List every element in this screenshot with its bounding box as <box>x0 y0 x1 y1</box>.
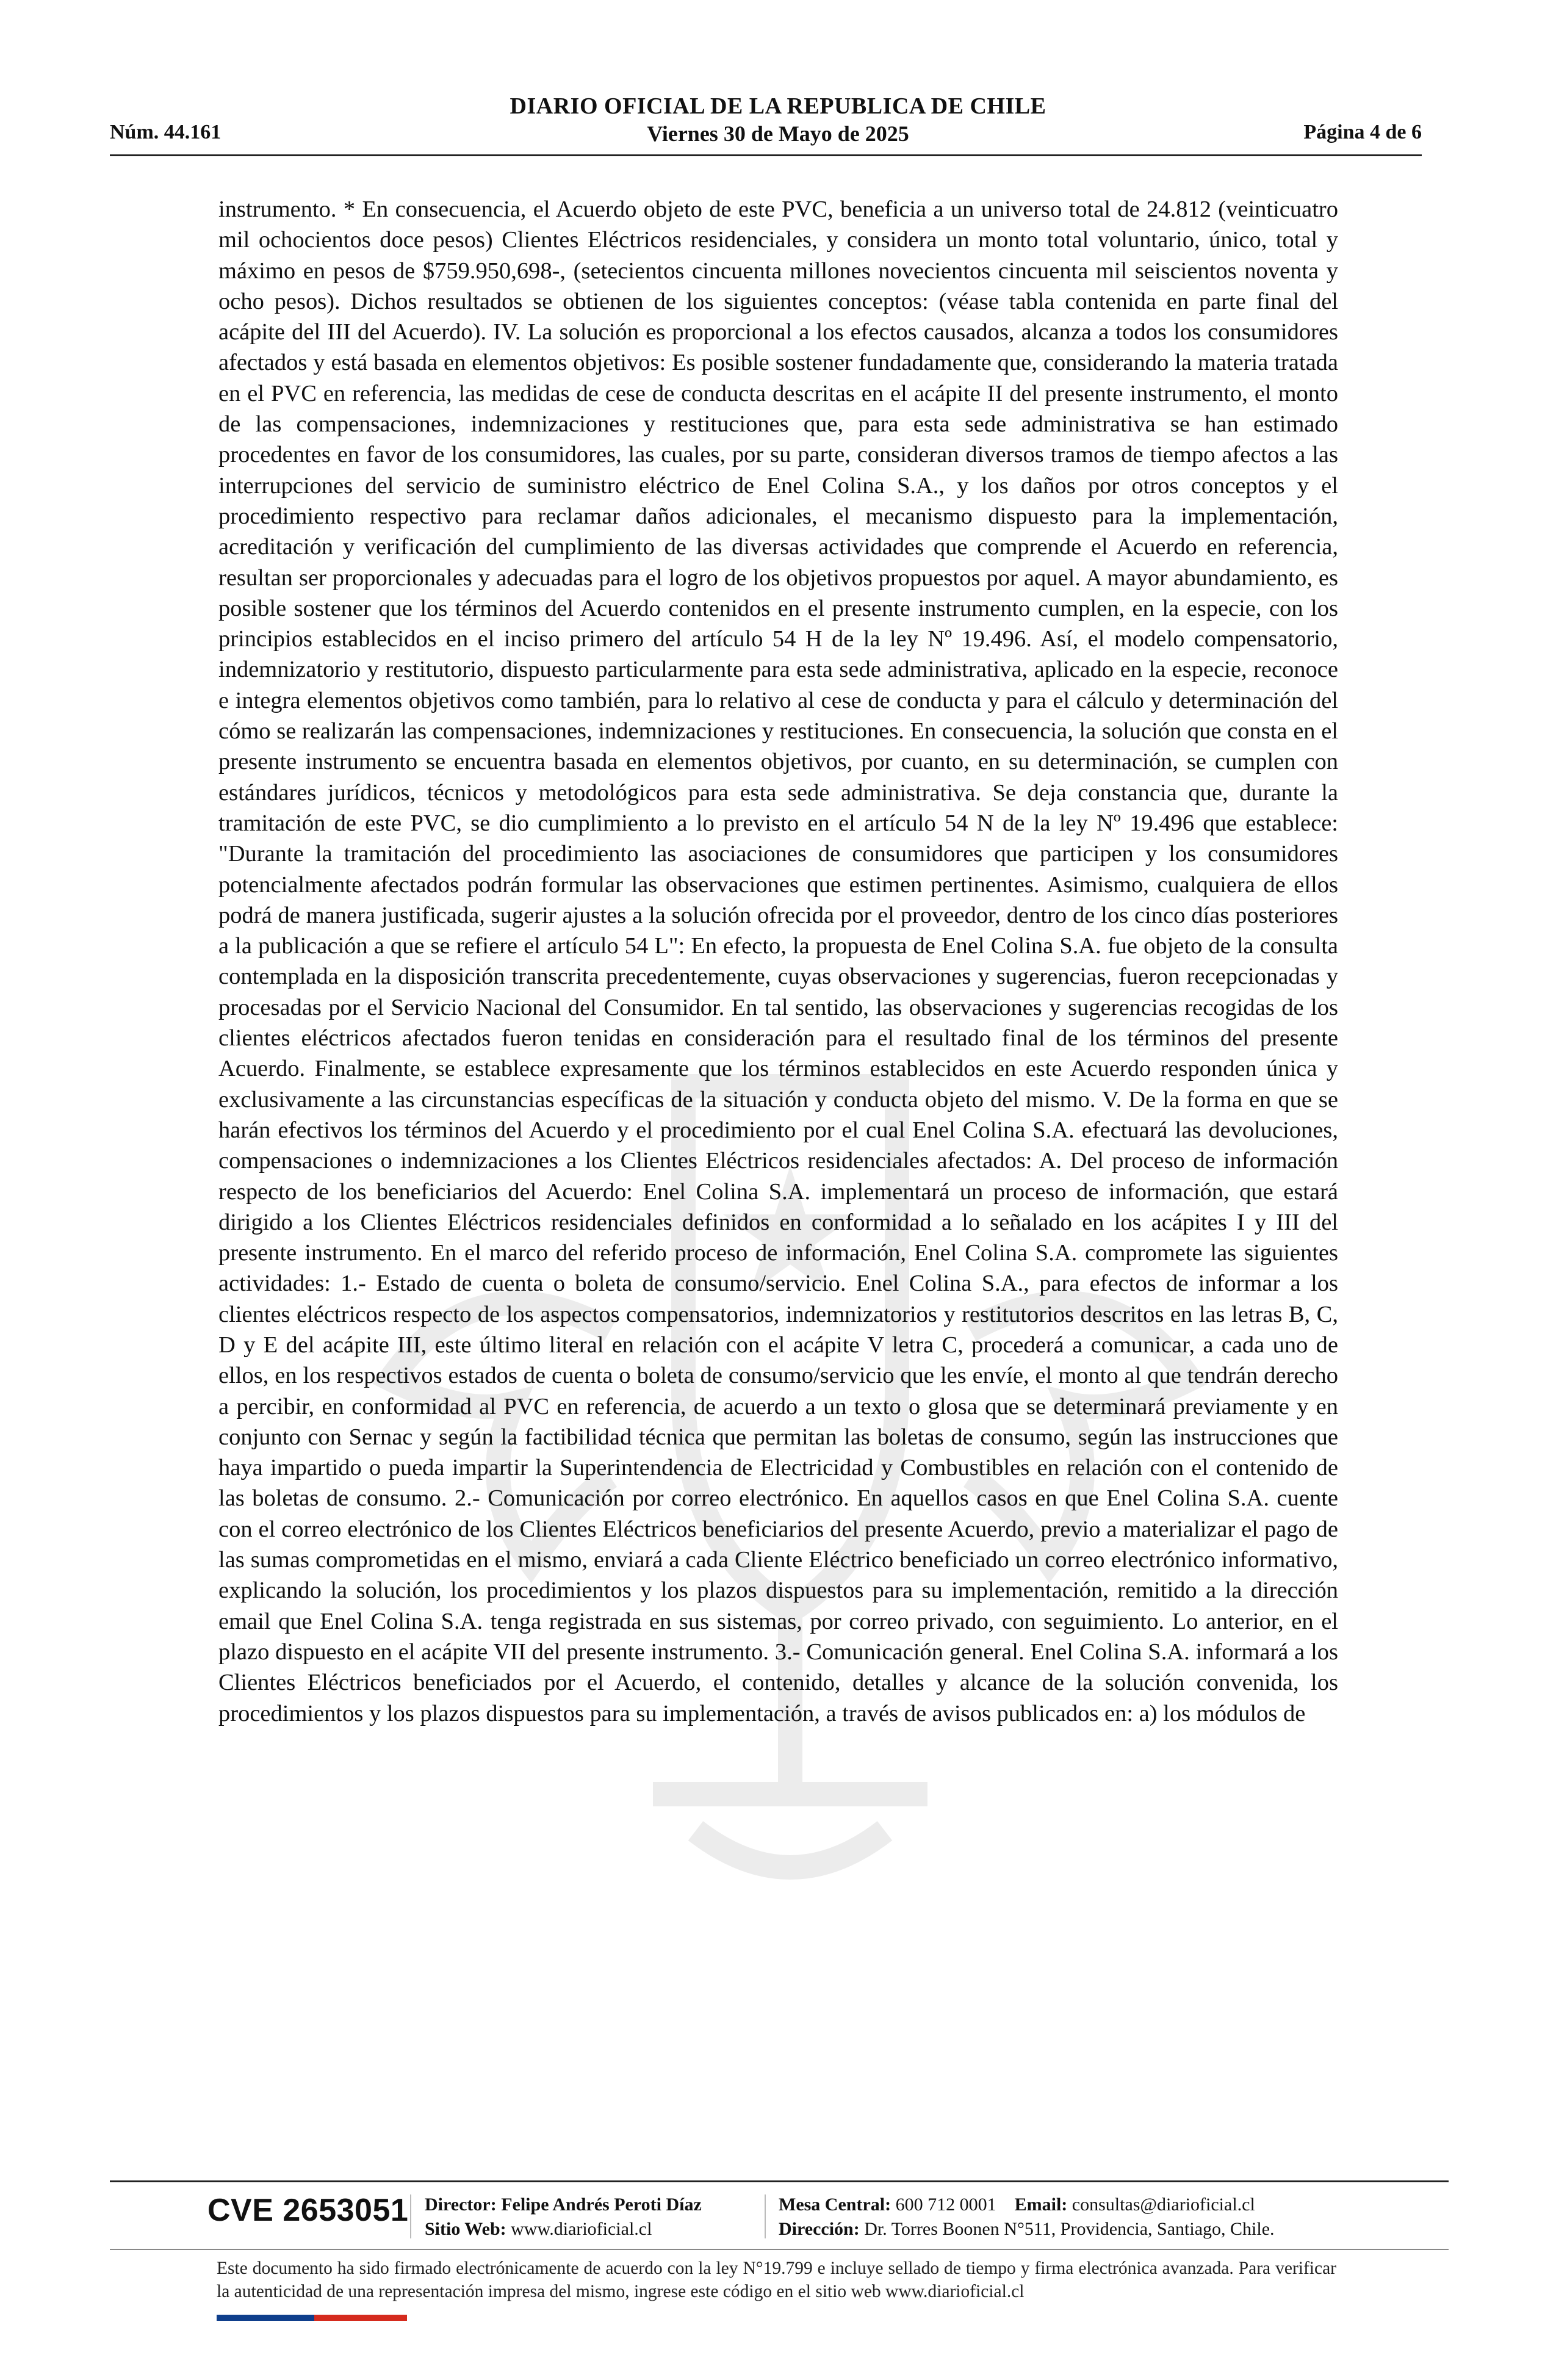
chile-flag-stripe <box>217 2315 407 2321</box>
footer-contact-block <box>779 2193 1275 2241</box>
footer-director-block <box>425 2193 702 2241</box>
address-label: Dirección: <box>779 2219 860 2239</box>
publication-title: DIARIO OFICIAL DE LA REPUBLICA DE CHILE <box>510 93 1046 119</box>
article-body <box>218 194 1338 1729</box>
director-label: Director: <box>425 2194 497 2215</box>
flag-red-segment <box>314 2315 407 2321</box>
page-indicator: Página 4 de 6 <box>1303 121 1422 143</box>
footer-separator <box>410 2194 411 2238</box>
electronic-signature-note: Este documento ha sido firmado electrónicamente de acuerdo con la ley N°19.799 e incluye sellado de tiempo y firma electrónica avanzada. Para verificar la autenticidad de una representación impresa del mismo, ingrese este código en el sitio web www.diarioficial.cl <box>217 2259 1336 2301</box>
footer-divider-bottom <box>110 2249 1449 2250</box>
phone-number: 600 712 0001 <box>895 2194 996 2215</box>
flag-blue-segment <box>217 2315 314 2321</box>
address-value: Dr. Torres Boonen N°511, Providencia, Santiago, Chile. <box>864 2219 1275 2239</box>
website-link[interactable]: www.diarioficial.cl <box>511 2219 652 2239</box>
cve-code: CVE 2653051 <box>207 2193 409 2228</box>
footer-separator <box>765 2194 766 2238</box>
email-label: Email: <box>1014 2194 1068 2215</box>
phone-label: Mesa Central: <box>779 2194 891 2215</box>
director-name: Felipe Andrés Peroti Díaz <box>501 2194 702 2215</box>
body-paragraph: instrumento. * En consecuencia, el Acuerdo objeto de este PVC, beneficia a un universo total de 24.812 (veinticuatro mil ochocientos doce pesos) Clientes Eléctricos residenciales, y considera un monto total voluntario, único, total y máximo en pesos de $759.950,698-, (setecientos cincuenta millones novecientos cincuenta mil seiscientos noventa y ocho pesos). Dichos resultados se obtienen de los siguientes conceptos: (véase tabla contenida en parte final del acápite del III del Acuerdo). IV. La solución es proporcional a los efectos causados, alcanza a todos los consumidores afectados y está basada en elementos objetivos: Es posible sostener fundadamente que, considerando la materia tratada en el PVC en referencia, las medidas de cese de conducta descritas en el acápite II del presente instrumento, el monto de las compensaciones, indemnizaciones y restituciones que, para esta sede administrativa se han estimado procedentes en favor de los consumidores, las cuales, por su parte, consideran diversos tramos de tiempo afectos a las interrupciones del servicio de suministro eléctrico de Enel Colina S.A., y los daños por otros conceptos y el procedimiento respectivo para reclamar daños adicionales, el mecanismo dispuesto para la implementación, acreditación y verificación del cumplimiento de las diversas actividades que comprende el Acuerdo en referencia, resultan ser proporcionales y adecuadas para el logro de los objetivos propuestos por aquel. A mayor abundamiento, es posible sostener que los términos del Acuerdo contenidos en el presente instrumento cumplen, en la especie, con los principios establecidos en el inciso primero del artículo 54 H de la ley Nº 19.496. Así, el modelo compensatorio, indemnizatorio y restitutorio, dispuesto particularmente para esta sede administrativa, aplicado en la especie, reconoce e integra elementos objetivos como también, para lo relativo al cese de conducta y para el cálculo y determinación del cómo se realizarán las compensaciones, indemnizaciones y restituciones. En consecuencia, la solución que consta en el presente instrumento se encuentra basada en elementos objetivos, por cuanto, en su determinación, se cumplen con estándares jurídicos, técnicos y metodológicos para esta sede administrativa. Se deja constancia que, durante la tramitación de este PVC, se dio cumplimiento a lo previsto en el artículo 54 N de la ley Nº 19.496 que establece: "Durante la tramitación del procedimiento las asociaciones de consumidores que participen y los consumidores potencialmente afectados podrán formular las observaciones que estimen pertinentes. Asimismo, cualquiera de ellos podrá de manera justificada, sugerir ajustes a la solución ofrecida por el proveedor, dentro de los cinco días posteriores a la publicación a que se refiere el artículo 54 L": En efecto, la propuesta de Enel Colina S.A. fue objeto de la consulta contemplada en la disposición transcrita precedentemente, cuyas observaciones y sugerencias, fueron recepcionadas y procesadas por el Servicio Nacional del Consumidor. En tal sentido, las observaciones y sugerencias recogidas de los clientes eléctricos afectados fueron tenidas en consideración para el resultado final de los términos del presente Acuerdo. Finalmente, se establece expresamente que los términos establecidos en este Acuerdo responden única y exclusivamente a las circunstancias específicas de la situación y conducta objeto del mismo. V. De la forma en que se harán efectivos los términos del Acuerdo y el procedimiento por el cual Enel Colina S.A. efectuará las devoluciones, compensaciones o indemnizaciones a los Clientes Eléctricos residenciales afectados: A. Del proceso de información respecto de los beneficiarios del Acuerdo: Enel Colina S.A. implementará un proceso de información, que estará dirigido a los Clientes Eléctricos residenciales definidos en conformidad a lo señalado en los acápites I y III del presente instrumento. En el marco del referido proceso de información, Enel Colina S.A. compromete las siguientes actividades: 1.- Estado de cuenta o boleta de consumo/servicio. Enel Colina S.A., para efectos de informar a los clientes eléctricos respecto de los aspectos compensatorios, indemnizatorios y restitutorios descritos en las letras B, C, D y E del acápite III, este último literal en relación con el acápite V letra C, procederá a comunicar, a cada uno de ellos, en los respectivos estados de cuenta o boleta de consumo/servicio que les envíe, el monto al que tendrán derecho a percibir, en conformidad al PVC en referencia, de acuerdo a un texto o glosa que se determinará previamente y en conjunto con Sernac y según la factibilidad técnica que permitan las boletas de consumo, según las instrucciones que haya impartido o pueda impartir la Superintendencia de Electricidad y Combustibles en relación con el contenido de las boletas de consumo. 2.- Comunicación por correo electrónico. En aquellos casos en que Enel Colina S.A. cuente con el correo electrónico de los Clientes Eléctricos beneficiarios del presente Acuerdo, previo a materializar el pago de las sumas comprometidas en el mismo, enviará a cada Cliente Eléctrico beneficiado un correo electrónico informativo, explicando la solución, los procedimientos y los plazos dispuestos para su implementación, remitido a la dirección email que Enel Colina S.A. tenga registrada en sus sistemas, por correo privado, con seguimiento. Lo anterior, en el plazo dispuesto en el acápite VII del presente instrumento. 3.- Comunicación general. Enel Colina S.A. informará a los Clientes Eléctricos beneficiados por el Acuerdo, el contenido, detalles y alcance de la solución convenida, los procedimientos y los plazos dispuestos para su implementación, a través de avisos publicados en: a) los módulos de <box>218 197 1338 1726</box>
website-label: Sitio Web: <box>425 2219 506 2239</box>
publication-date: Viernes 30 de Mayo de 2025 <box>647 121 909 146</box>
issue-number: Núm. 44.161 <box>110 121 222 143</box>
email-link[interactable]: consultas@diarioficial.cl <box>1072 2194 1255 2215</box>
header-divider <box>110 154 1422 156</box>
footer-divider-top <box>110 2180 1449 2182</box>
